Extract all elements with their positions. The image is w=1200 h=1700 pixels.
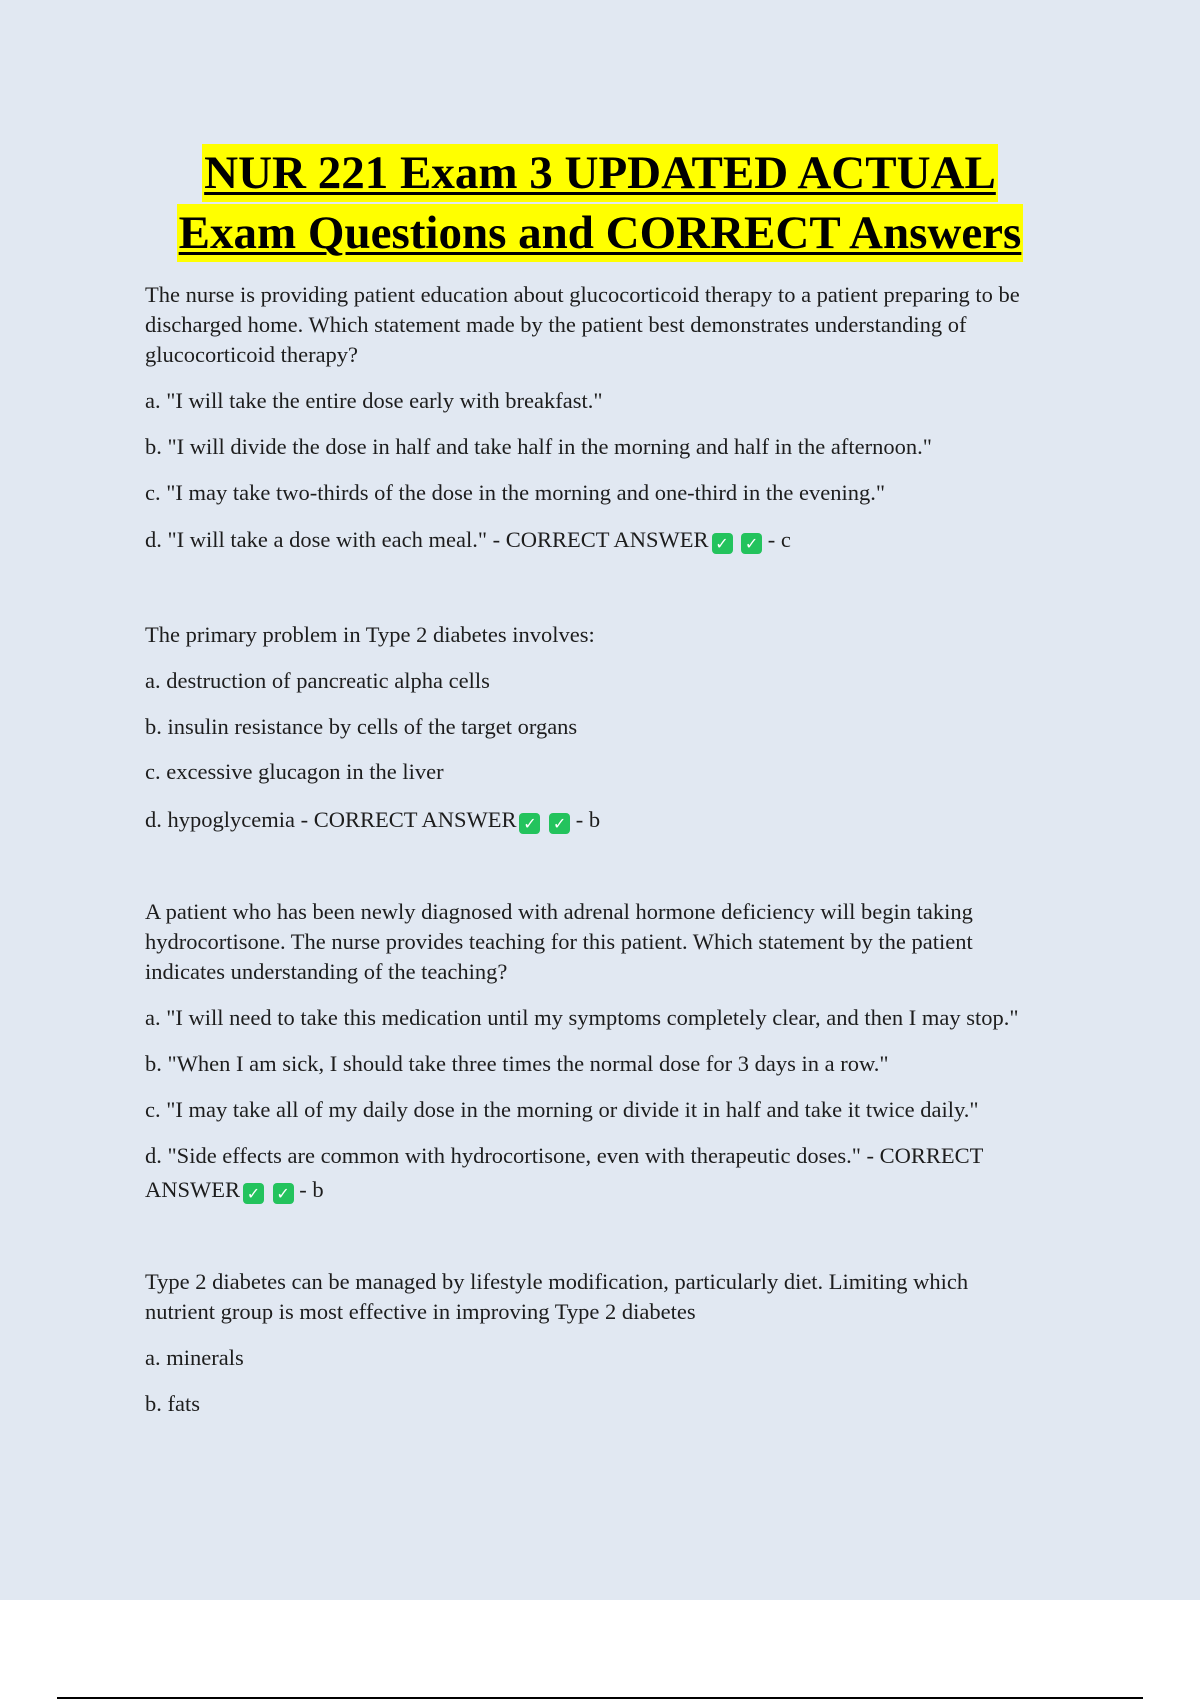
option-c: c. excessive glucagon in the liver — [145, 759, 444, 784]
question-2 — [145, 620, 1095, 835]
option-d-answer-line — [145, 1175, 1095, 1205]
option-b: b. "When I am sick, I should take three times the normal dose for 3 days in a row." — [145, 1051, 889, 1076]
correct-answer: - b — [299, 1177, 324, 1202]
option-b: b. "I will divide the dose in half and take half in the morning and half in the afternoon." — [145, 434, 932, 459]
option-d-with-answer — [145, 525, 1095, 555]
question-stem-line: indicates understanding of the teaching? — [145, 959, 508, 984]
question-stem-line: The nurse is providing patient education about glucocorticoid therapy to a patient preparing to be — [145, 282, 1020, 307]
option-a: a. "I will need to take this medication until my symptoms completely clear, and then I may stop." — [145, 1005, 1019, 1030]
question-stem-line: glucocorticoid therapy? — [145, 342, 359, 367]
question-stem-line: Type 2 diabetes can be managed by lifestyle modification, particularly diet. Limiting which — [145, 1269, 969, 1294]
option-d: d. "Side effects are common with hydrocortisone, even with therapeutic doses." - CORRECT — [145, 1143, 984, 1168]
question-stem-line: nutrient group is most effective in improving Type 2 diabetes — [145, 1299, 696, 1324]
document-title — [0, 144, 1200, 264]
question-stem-line: hydrocortisone. The nurse provides teaching for this patient. Which statement by the patient — [145, 929, 973, 954]
option-a: a. "I will take the entire dose early with breakfast." — [145, 388, 603, 413]
option-b: b. fats — [145, 1391, 200, 1416]
checkmark-icon: ✓ — [243, 1183, 264, 1204]
option-a: a. minerals — [145, 1345, 244, 1370]
question-stem-line: A patient who has been newly diagnosed with adrenal hormone deficiency will begin taking — [145, 899, 973, 924]
question-3 — [145, 897, 1095, 1205]
checkmark-icon: ✓ — [549, 813, 570, 834]
question-stem-line: The primary problem in Type 2 diabetes involves: — [145, 622, 595, 647]
question-stem-line: discharged home. Which statement made by the patient best demonstrates understanding of — [145, 312, 967, 337]
checkmark-icon: ✓ — [741, 533, 762, 554]
question-4 — [145, 1267, 1095, 1419]
title-line-2: Exam Questions and CORRECT Answers — [177, 204, 1024, 262]
title-line-1: NUR 221 Exam 3 UPDATED ACTUAL — [202, 144, 998, 202]
correct-answer: - b — [575, 807, 601, 832]
checkmark-icon: ✓ — [273, 1183, 294, 1204]
option-b: b. insulin resistance by cells of the target organs — [145, 714, 578, 739]
page-divider — [57, 1697, 1143, 1699]
option-d-continuation: ANSWER — [145, 1177, 240, 1202]
question-1 — [145, 280, 1095, 555]
option-c: c. "I may take two-thirds of the dose in the morning and one-third in the evening." — [145, 480, 886, 505]
option-a: a. destruction of pancreatic alpha cells — [145, 668, 490, 693]
option-c: c. "I may take all of my daily dose in the morning or divide it in half and take it twice daily." — [145, 1097, 979, 1122]
option-d: d. "I will take a dose with each meal." - CORRECT ANSWER — [145, 527, 709, 552]
checkmark-icon: ✓ — [712, 533, 733, 554]
option-d: d. hypoglycemia - CORRECT ANSWER — [145, 807, 517, 832]
checkmark-icon: ✓ — [519, 813, 540, 834]
option-d-with-answer — [145, 805, 1095, 835]
questions-content — [145, 280, 1095, 1419]
correct-answer: - c — [767, 527, 791, 552]
